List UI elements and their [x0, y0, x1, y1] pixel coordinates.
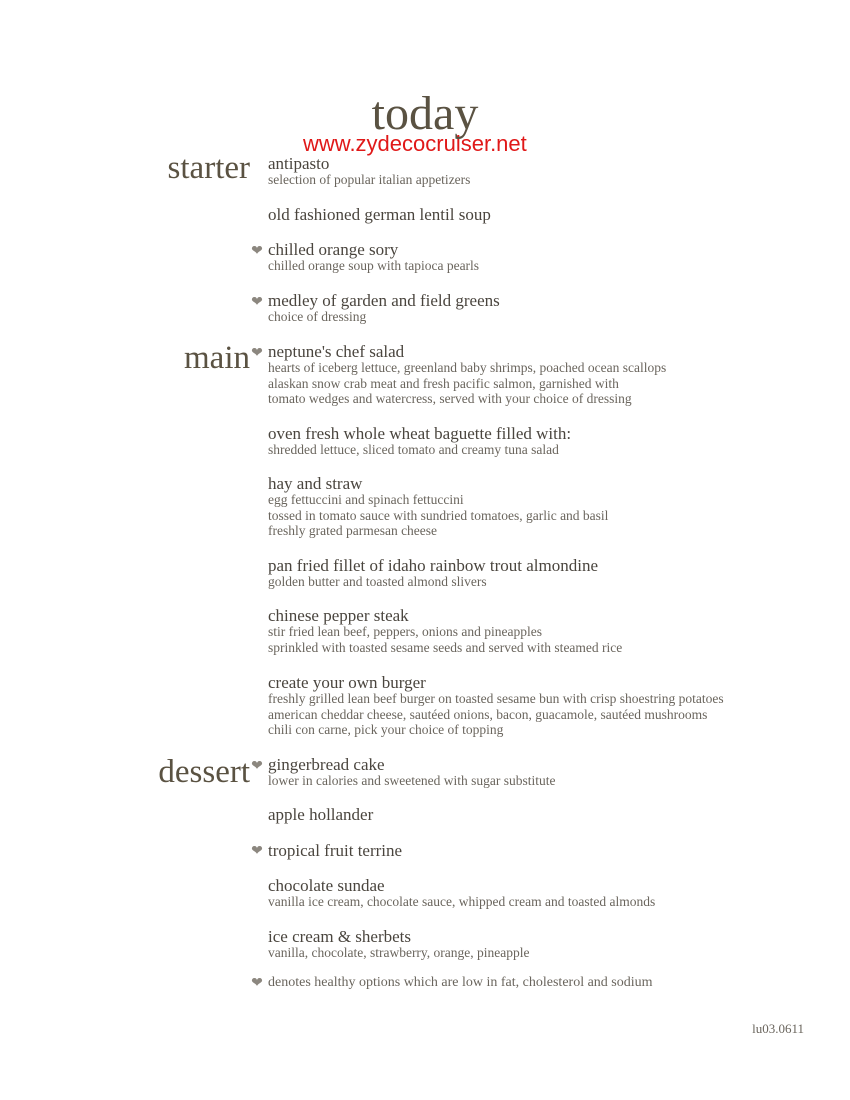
menu-item [268, 607, 828, 655]
item-desc: sprinkled with toasted sesame seeds and served with steamed rice [268, 639, 623, 655]
item-desc: lower in calories and sweetened with sugar substitute [268, 773, 556, 788]
item-desc: freshly grated parmesan cheese [268, 523, 438, 538]
item-name: old fashioned german lentil soup [268, 205, 491, 224]
section-label-dessert: dessert [158, 754, 250, 790]
item-desc: freshly grilled lean beef burger on toasted sesame bun with crisp shoestring potatoes [268, 691, 724, 706]
item-name: tropical fruit terrine [268, 841, 403, 860]
menu-item [268, 674, 828, 738]
item-desc: stir fried lean beef, peppers, onions and pineapples [268, 624, 543, 639]
menu-item [268, 425, 828, 458]
item-desc: vanilla ice cream, chocolate sauce, whipped cream and toasted almonds [268, 894, 656, 909]
item-desc: selection of popular italian appetizers [268, 172, 471, 187]
menu-item [268, 877, 828, 910]
menu-item [268, 206, 828, 223]
item-name: chocolate sundae [268, 876, 385, 895]
item-desc: chilled orange soup with tapioca pearls [268, 258, 480, 273]
menu-item [268, 292, 828, 325]
item-desc: american cheddar cheese, sautéed onions, bacon, guacamole, sautéed mushrooms [268, 706, 708, 722]
section-label-main: main [184, 340, 250, 376]
menu-item [268, 928, 828, 961]
item-name: gingerbread cake [268, 755, 385, 774]
item-name: chinese pepper steak [268, 606, 409, 625]
item-name: pan fried fillet of idaho rainbow trout almondine [268, 556, 598, 575]
healthy-heart-icon: ❤ [251, 295, 263, 310]
menu-item [268, 343, 828, 407]
item-desc: tossed in tomato sauce with sundried tomatoes, garlic and basil [268, 507, 609, 523]
menu-item [268, 475, 828, 539]
healthy-heart-icon: ❤ [251, 244, 263, 259]
item-desc: egg fettuccini and spinach fettuccini [268, 492, 464, 507]
healthy-heart-icon: ❤ [251, 976, 263, 991]
item-name: neptune's chef salad [268, 342, 405, 361]
item-name: medley of garden and field greens [268, 291, 500, 310]
item-desc: chili con carne, pick your choice of topping [268, 722, 504, 737]
item-desc: hearts of iceberg lettuce, greenland baby shrimps, poached ocean scallops [268, 360, 667, 375]
item-desc: golden butter and toasted almond slivers [268, 574, 487, 589]
item-name: chilled orange sory [268, 240, 399, 259]
item-name: apple hollander [268, 805, 374, 824]
item-name: oven fresh whole wheat baguette filled with: [268, 424, 572, 443]
menu-item [268, 241, 828, 274]
menu-item [268, 557, 828, 590]
item-desc: tomato wedges and watercress, served with your choice of dressing [268, 391, 632, 406]
watermark: www.zydecocruiser.net [303, 131, 527, 156]
menu-item [268, 756, 828, 789]
section-label-starter: starter [167, 150, 250, 186]
item-desc: alaskan snow crab meat and fresh pacific salmon, garnished with [268, 375, 619, 391]
item-name: antipasto [268, 154, 330, 173]
page-title: today [371, 87, 479, 140]
item-name: ice cream & sherbets [268, 927, 412, 946]
healthy-heart-icon: ❤ [251, 844, 263, 859]
item-name: create your own burger [268, 673, 426, 692]
menu-item [268, 806, 828, 823]
item-name: hay and straw [268, 474, 363, 493]
item-desc: choice of dressing [268, 309, 367, 324]
healthy-heart-icon: ❤ [251, 346, 263, 361]
menu-item [268, 842, 828, 859]
healthy-footnote: denotes healthy options which are low in fat, cholesterol and sodium [268, 975, 653, 990]
item-desc: shredded lettuce, sliced tomato and creamy tuna salad [268, 442, 559, 457]
healthy-heart-icon: ❤ [251, 759, 263, 774]
menu-code: lu03.0611 [752, 1021, 804, 1036]
menu-item [268, 155, 828, 188]
item-desc: vanilla, chocolate, strawberry, orange, pineapple [268, 945, 530, 960]
